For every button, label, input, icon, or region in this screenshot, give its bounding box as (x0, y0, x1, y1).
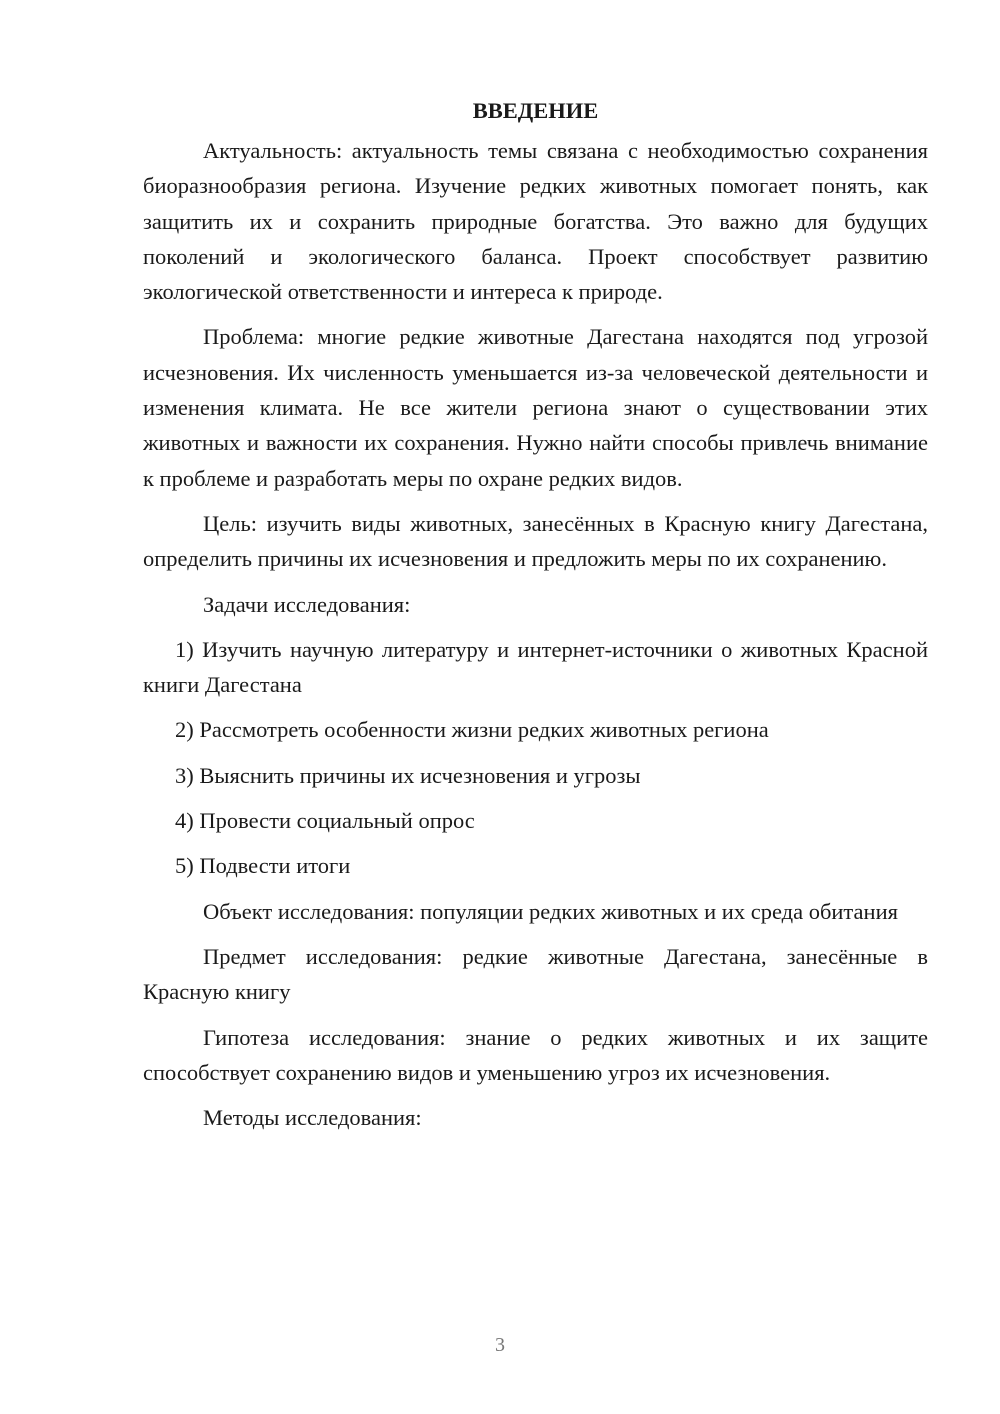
document-page (143, 95, 928, 1145)
task-item-5: 5) Подвести итоги (175, 853, 351, 879)
task-item-3: 3) Выяснить причины их исчезновения и угрозы (175, 762, 641, 788)
paragraph-relevance: Актуальность: актуальность темы связана с необходимостью сохранения биоразнообразия региона. Изучение редких животных помогает понять, как защитить их и сохранить природные богатства. Это важно для будущих поколений и экологического баланса. Проект способствует развитию экологической ответственности и интереса к природе. (143, 138, 928, 305)
paragraph-methods: Методы исследования: (203, 1105, 422, 1131)
paragraph-object: Объект исследования: популяции редких животных и их среда обитания (203, 898, 898, 924)
task-item-2: 2) Рассмотреть особенности жизни редких животных региона (175, 717, 769, 743)
paragraph-hypothesis: Гипотеза исследования: знание о редких животных и их защите способствует сохранению видов и уменьшению угроз их исчезновения. (143, 1024, 928, 1085)
task-item-1: 1) Изучить научную литературу и интернет-источники о животных Красной книги Дагестана (143, 636, 928, 698)
paragraph-subject: Предмет исследования: редкие животные Дагестана, занесённые в Красную книгу (143, 943, 928, 1005)
task-item-4: 4) Провести социальный опрос (175, 808, 475, 834)
section-title: ВВЕДЕНИЕ (472, 98, 599, 123)
paragraph-problem: Проблема: многие редкие животные Дагестана находятся под угрозой исчезновения. Их численность уменьшается из-за человеческой деятельности и изменения климата. Не все жители региона знают о существовании этих животных и важности их сохранения. Нужно найти способы привлечь внимание к проблеме и разработать меры по охране редких видов. (143, 324, 928, 491)
paragraph-goal: Цель: изучить виды животных, занесённых в Красную книгу Дагестана, определить причины их исчезновения и предложить меры по их сохранению. (143, 510, 928, 572)
page-number: 3 (495, 1334, 505, 1356)
paragraph-tasks-heading: Задачи исследования: (203, 591, 411, 617)
